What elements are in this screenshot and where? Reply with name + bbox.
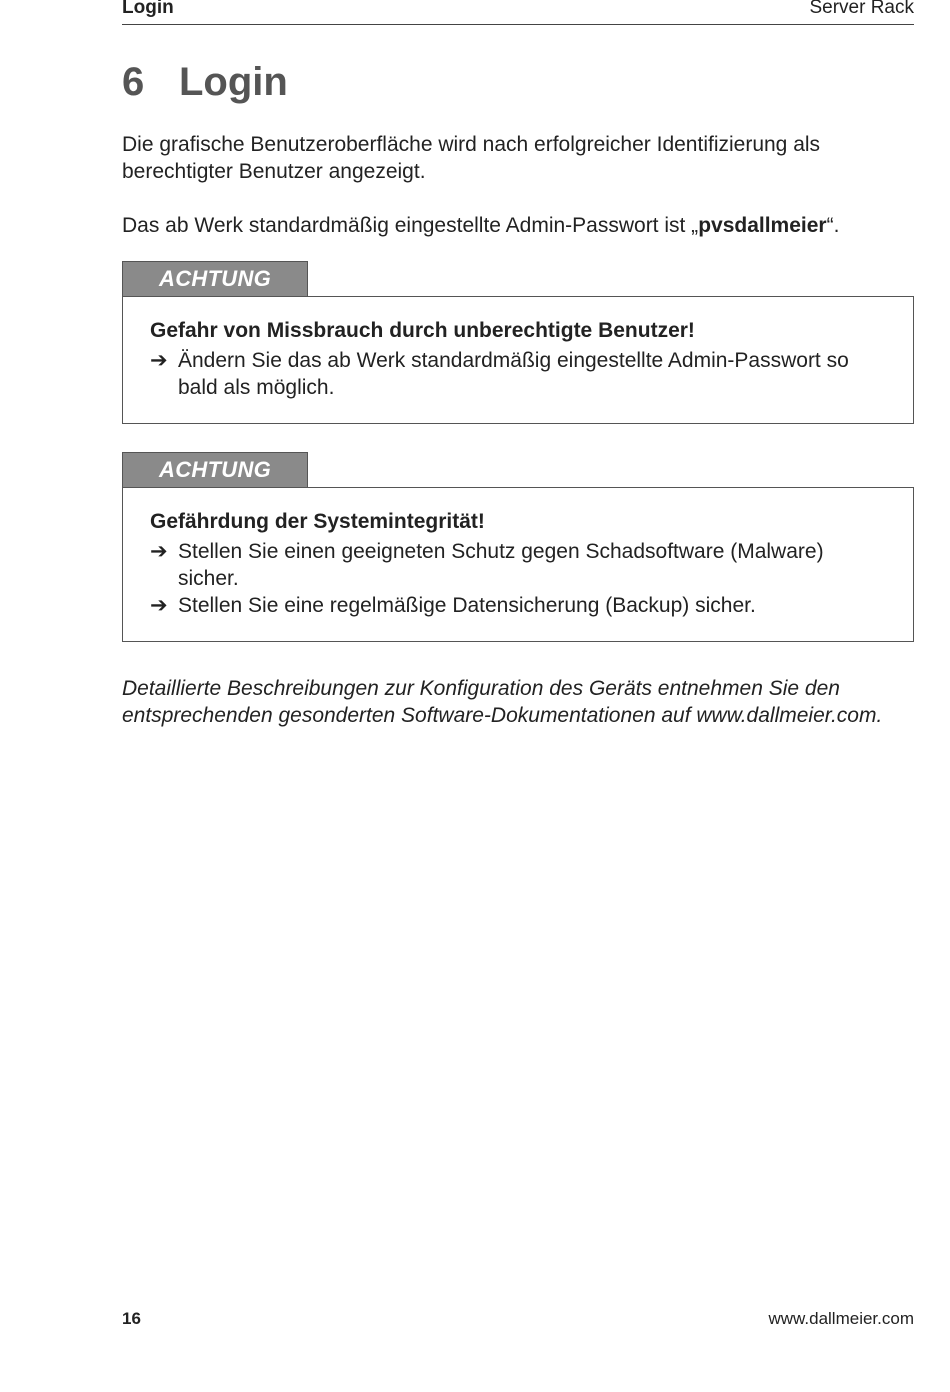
arrow-right-icon: ➔	[150, 540, 168, 563]
warning-instruction	[150, 538, 890, 592]
warning-label: ACHTUNG	[159, 457, 272, 482]
warning-label-tab	[122, 261, 308, 297]
arrow-right-icon: ➔	[150, 594, 168, 617]
warning-title: Gefahr von Missbrauch durch unberechtigte Benutzer!	[150, 319, 695, 342]
warning-label-tab	[122, 452, 308, 488]
warning-content	[122, 296, 914, 424]
password-text-before: Das ab Werk standardmäßig eingestellte Admin-Passwort ist „	[122, 214, 699, 237]
intro-paragraph: Die grafische Benutzeroberfläche wird nach erfolgreicher Identifizierung als berechtigter Benutzer angezeigt.	[122, 133, 821, 183]
page-number: 16	[122, 1309, 141, 1328]
chapter-number: 6	[122, 60, 145, 104]
warning-label: ACHTUNG	[159, 266, 272, 291]
warning-instruction	[150, 592, 890, 619]
instruction-text: Stellen Sie einen geeigneten Schutz gegen Schadsoftware (Malware) sicher.	[178, 540, 824, 590]
chapter-title: Login	[179, 60, 288, 104]
header-section-title: Login	[122, 0, 174, 18]
password-text-after: “.	[826, 214, 840, 237]
warning-content	[122, 487, 914, 642]
chapter-heading	[122, 60, 288, 105]
password-paragraph	[122, 212, 914, 239]
header-product-name: Server Rack	[809, 0, 914, 18]
warning-instruction	[150, 347, 890, 401]
documentation-note: Detaillierte Beschreibungen zur Konfiguration des Geräts entnehmen Sie den entsprechenden gesonderten Software-Dokumentationen auf www.dallmeier.com.	[122, 677, 883, 727]
instruction-text: Stellen Sie eine regelmäßige Datensicherung (Backup) sicher.	[178, 594, 756, 617]
warning-title: Gefährdung der Systemintegrität!	[150, 510, 485, 533]
page-header	[122, 0, 914, 25]
footer-url: www.dallmeier.com	[768, 1309, 914, 1328]
arrow-right-icon: ➔	[150, 349, 168, 372]
instruction-text: Ändern Sie das ab Werk standardmäßig eingestellte Admin-Passwort so bald als möglich.	[178, 349, 849, 399]
default-password: pvsdallmeier	[698, 214, 827, 237]
